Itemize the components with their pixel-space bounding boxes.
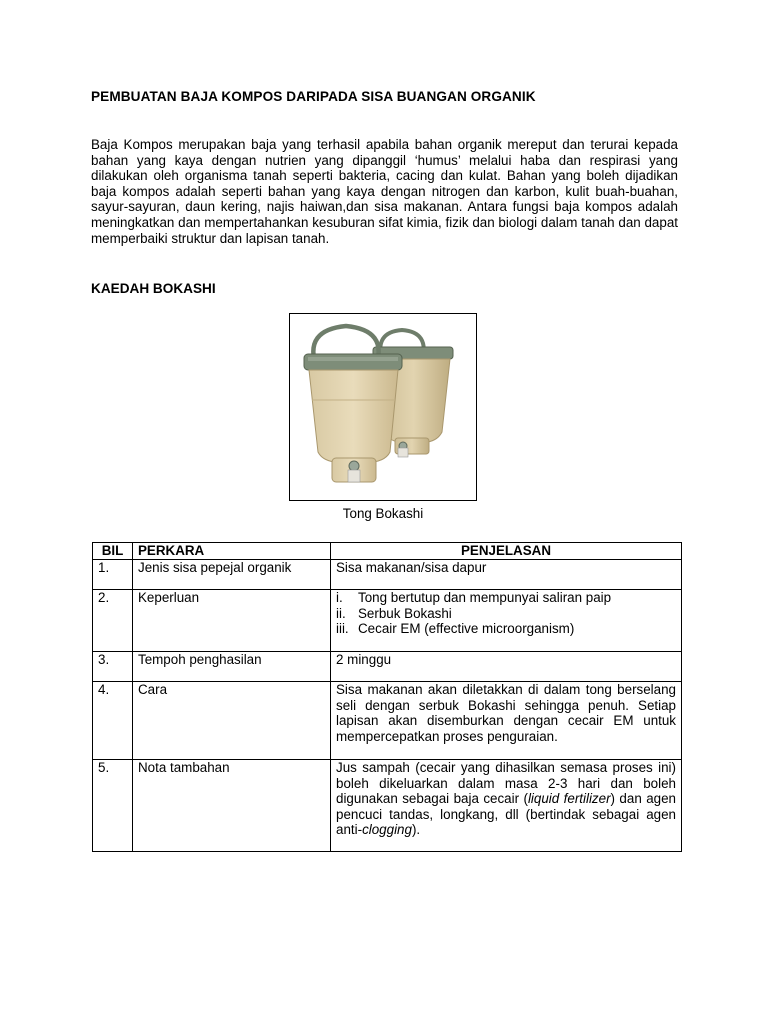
cell-perkara: Jenis sisa pepejal organik <box>133 560 331 590</box>
list-item-text: Tong bertutup dan mempunyai saliran paip <box>358 590 612 605</box>
note-text-1: Jus sampah (cecair yang dihasilkan semasa proses ini) boleh dikeluarkan dalam masa 2-3 hari dan boleh digunakan sebagai baja cecair ( <box>336 760 676 807</box>
cell-bil: 5. <box>93 760 133 852</box>
cell-perkara: Tempoh penghasilan <box>133 652 331 682</box>
note-term-clogging: clogging <box>362 822 412 838</box>
cell-bil: 2. <box>93 590 133 652</box>
list-item <box>336 606 676 622</box>
note-text-2: ) dan agen pencuci tandas, longkang, dll (bertindak sebagai agen anti- <box>336 791 676 838</box>
cell-penjelasan <box>331 760 682 852</box>
list-item-text: Serbuk Bokashi <box>358 605 452 621</box>
table-row <box>93 760 682 852</box>
bokashi-table <box>92 542 682 852</box>
list-item-number: ii. <box>336 605 346 621</box>
list-item-number: i. <box>336 590 343 605</box>
cell-bil: 4. <box>93 682 133 760</box>
list-item <box>336 590 676 606</box>
table-row <box>93 652 682 682</box>
list-item-text: Cecair EM (effective microorganism) <box>358 621 575 637</box>
table-row <box>93 590 682 652</box>
figure-caption: Tong Bokashi <box>342 506 424 521</box>
cell-penjelasan <box>331 590 682 652</box>
cell-bil: 3. <box>93 652 133 682</box>
note-term-liquid-fertilizer: liquid fertilizer <box>527 791 611 807</box>
cell-perkara: Cara <box>133 682 331 760</box>
cell-perkara: Keperluan <box>133 590 331 652</box>
header-bil: BIL <box>93 543 133 560</box>
list-item-number: iii. <box>336 621 349 637</box>
cell-penjelasan: 2 minggu <box>331 652 682 682</box>
cell-penjelasan: Sisa makanan akan diletakkan di dalam tong berselang seli dengan serbuk Bokashi sehingga penuh. Setiap lapisan akan disemburkan dengan cecair EM untuk mempercepatkan proses penguraian. <box>331 682 682 760</box>
bokashi-bin-figure <box>289 313 477 501</box>
table-row <box>93 560 682 590</box>
document-title: PEMBUATAN BAJA KOMPOS DARIPADA SISA BUANGAN ORGANIK <box>91 89 536 104</box>
note-text-3: ). <box>411 822 421 838</box>
requirements-list <box>336 590 676 637</box>
table-row <box>93 682 682 760</box>
cell-perkara: Nota tambahan <box>133 760 331 852</box>
cell-penjelasan: Sisa makanan/sisa dapur <box>331 560 682 590</box>
intro-paragraph: Baja Kompos merupakan baja yang terhasil apabila bahan organik mereput dan terurai kepada bahan yang kaya dengan nutrien yang dipanggil ‘humus’ melalui haba dan respirasi yang dilakukan oleh organisma tanah seperti bakteria, cacing dan kulat. Bahan yang boleh dijadikan baja kompos adalah seperti bahan yang kaya dengan nitrogen dan karbon, kulit buah-buahan, sayur-sayuran, daun kering, najis haiwan,dan sisa makanan. Antara fungsi baja kompos adalah meningkatkan dan mempertahankan kesuburan sifat kimia, fizik dan biologi dalam tanah dan dapat memperbaiki struktur dan lapisan tanah. <box>91 137 678 246</box>
cell-bil: 1. <box>93 560 133 590</box>
table-header-row <box>93 543 682 560</box>
header-perkara: PERKARA <box>133 543 331 560</box>
section-title: KAEDAH BOKASHI <box>91 281 216 296</box>
header-penjelasan: PENJELASAN <box>331 543 682 560</box>
list-item <box>336 621 676 637</box>
bokashi-bin-illustration <box>290 314 476 500</box>
